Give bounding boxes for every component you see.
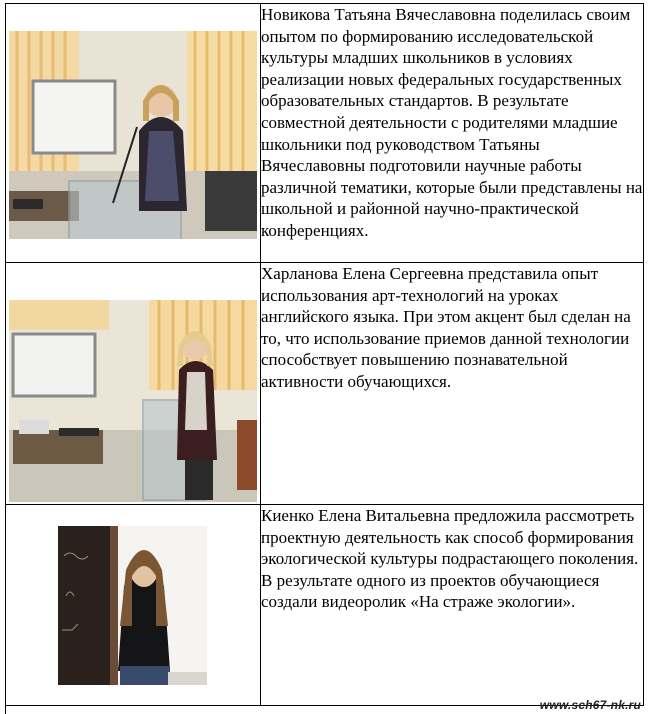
site-watermark: www.sch67-nk.ru (539, 698, 641, 712)
table-row (6, 4, 644, 263)
photo-presenter-1 (9, 31, 257, 239)
photo-presenter-2 (9, 300, 257, 502)
table-row (6, 505, 644, 706)
photo-cell (6, 505, 261, 706)
description-cell (261, 4, 644, 263)
paragraph-novikova: Новикова Татьяна Вячеславовна поделилась своим опытом по формированию исследовательской культуры младших школьников в условиях реализации новых федеральных государственных образовательных стандартов. В результате совместной деятельности с родителями младшие школьники под руководством Татьяны Вячеславовны подготовили научные работы различной тематики, которые были представлены на школьной и районной научно-практической конференциях. (261, 5, 643, 240)
description-cell (261, 263, 644, 505)
photo-cell (6, 263, 261, 505)
photo-cell (6, 4, 261, 263)
table-border-tail (5, 706, 6, 714)
table-row (6, 263, 644, 505)
description-cell (261, 505, 644, 706)
paragraph-kharlanova: Харланова Елена Сергеевна представила опыт использования арт-технологий на уроках английского языка. При этом акцент был сделан на то, что использование приемов данной технологии способствует повышению познавательной активности обучающихся. (261, 264, 631, 391)
paragraph-kienko: Киенко Елена Витальевна предложила рассмотреть проектную деятельность как способ формирования экологической культуры подрастающего поколения. В результате одного из проектов обучающиеся создали видеоролик «На страже экологии». (261, 506, 639, 612)
photo-presenter-3 (58, 526, 207, 685)
document-table (5, 3, 644, 706)
